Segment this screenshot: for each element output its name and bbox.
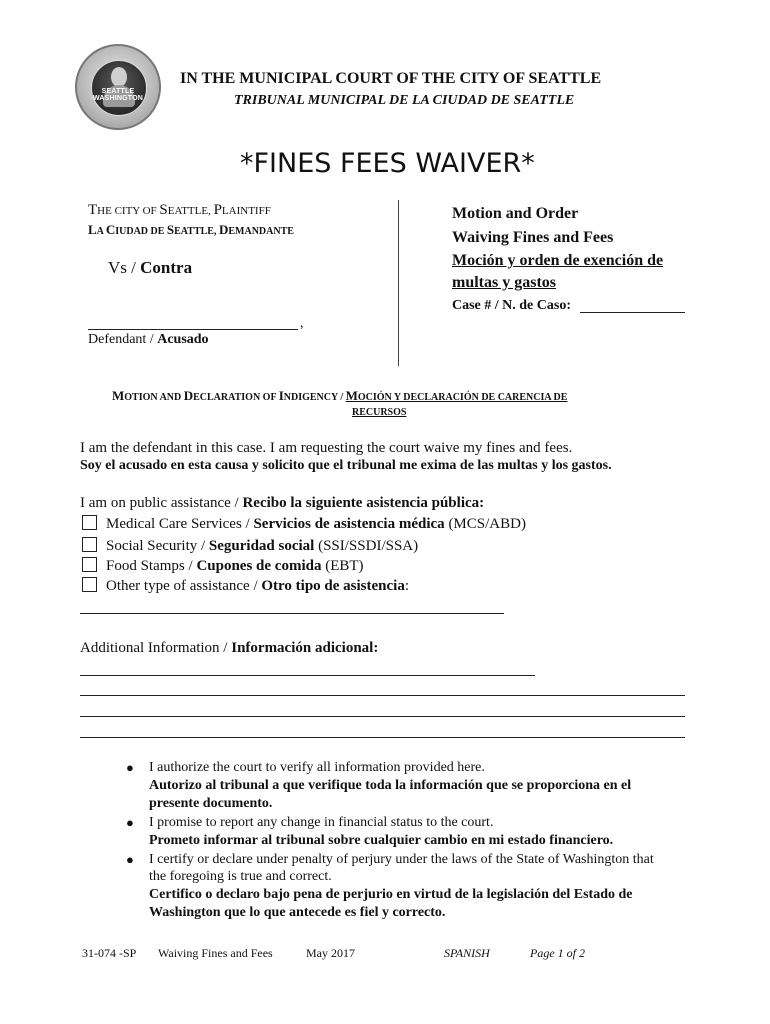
bullet-icon: ● [126, 852, 134, 867]
doc-title-3: Moción y orden de exención de [452, 252, 664, 269]
checkbox-mcs[interactable] [82, 515, 97, 530]
plaintiff-en: THE CITY OF SEATTLE, PLAINTIFF [88, 202, 271, 218]
assistance-option-ssa: Social Security / Seguridad social (SSI/SSDI/SSA) [82, 537, 418, 555]
plaintiff-es: LA CIUDAD DE SEATTLE, DEMANDANTE [88, 222, 294, 237]
bullet-3-es-2: Washington que lo que antecede es fiel y correcto. [149, 905, 446, 920]
bullet-3-es-1: Certifico o declaro bajo pena de perjurio en virtud de la legislación del Estado de [149, 887, 633, 902]
section-heading-line2: RECURSOS [352, 407, 407, 418]
additional-info-line-3[interactable] [80, 716, 685, 717]
footer-form-name: Waiving Fines and Fees [158, 946, 273, 960]
bullet-icon: ● [126, 815, 134, 830]
bullet-3-en-1: I certify or declare under penalty of perjury under the laws of the State of Washington that [149, 852, 654, 867]
footer-date: May 2017 [306, 946, 355, 960]
defendant-name-line[interactable] [88, 329, 298, 330]
bullet-1-en: I authorize the court to verify all information provided here. [149, 760, 485, 775]
defendant-comma: , [300, 316, 304, 331]
seal-text: SEATTLE WASHINGTON [92, 88, 144, 102]
court-name-en: IN THE MUNICIPAL COURT OF THE CITY OF SEATTLE [180, 70, 602, 87]
intro-es: Soy el acusado en esta causa y solicito que el tribunal me exima de las multas y los gastos. [80, 458, 612, 473]
additional-info-line-1[interactable] [80, 675, 535, 676]
bullet-2-en: I promise to report any change in financial status to the court. [149, 815, 494, 830]
bullet-2-es-1: Prometo informar al tribunal sobre cualquier cambio en mi estado financiero. [149, 833, 614, 848]
bullet-3-en-2: the foregoing is true and correct. [149, 869, 332, 884]
bullet-icon: ● [126, 760, 134, 775]
other-assistance-line[interactable] [80, 613, 504, 614]
section-heading: MOTION AND DECLARATION OF INDIGENCY / MOCIÓN Y DECLARACIÓN DE CARENCIA DE [112, 388, 568, 403]
footer-page-number: Page 1 of 2 [530, 946, 585, 960]
checkbox-ebt[interactable] [82, 557, 97, 572]
case-number-field[interactable] [580, 312, 685, 313]
checkbox-other[interactable] [82, 577, 97, 592]
assistance-label: I am on public assistance / Recibo la siguiente asistencia pública: [80, 495, 485, 511]
footer-language: SPANISH [444, 946, 490, 960]
intro-en: I am the defendant in this case. I am requesting the court waive my fines and fees. [80, 440, 573, 456]
additional-info-label: Additional Information / Información adicional: [80, 640, 379, 656]
additional-info-line-2[interactable] [80, 695, 685, 696]
form-title: *FINES FEES WAIVER* [240, 148, 535, 179]
checkbox-ssa[interactable] [82, 537, 97, 552]
defendant-label: Defendant / Acusado [88, 332, 209, 347]
assistance-option-mcs: Medical Care Services / Servicios de asistencia médica (MCS/ABD) [82, 515, 526, 533]
caption-divider [398, 200, 399, 366]
doc-title-1: Motion and Order [452, 205, 579, 222]
bullet-1-es-2: presente documento. [149, 796, 273, 811]
versus-label: Vs / Contra [108, 258, 193, 277]
assistance-option-ebt: Food Stamps / Cupones de comida (EBT) [82, 557, 364, 575]
case-number-label: Case # / N. de Caso: [452, 298, 571, 313]
bullet-1-es-1: Autorizo al tribunal a que verifique toda la información que se proporciona en el [149, 778, 632, 793]
doc-title-2: Waiving Fines and Fees [452, 229, 614, 246]
additional-info-line-4[interactable] [80, 737, 685, 738]
court-name-es: TRIBUNAL MUNICIPAL DE LA CIUDAD DE SEATTLE [234, 93, 575, 108]
assistance-option-other: Other type of assistance / Otro tipo de asistencia: [82, 577, 409, 595]
footer-form-number: 31-074 -SP [82, 946, 137, 960]
city-seal-logo [75, 44, 161, 130]
doc-title-4: multas y gastos [452, 274, 557, 291]
